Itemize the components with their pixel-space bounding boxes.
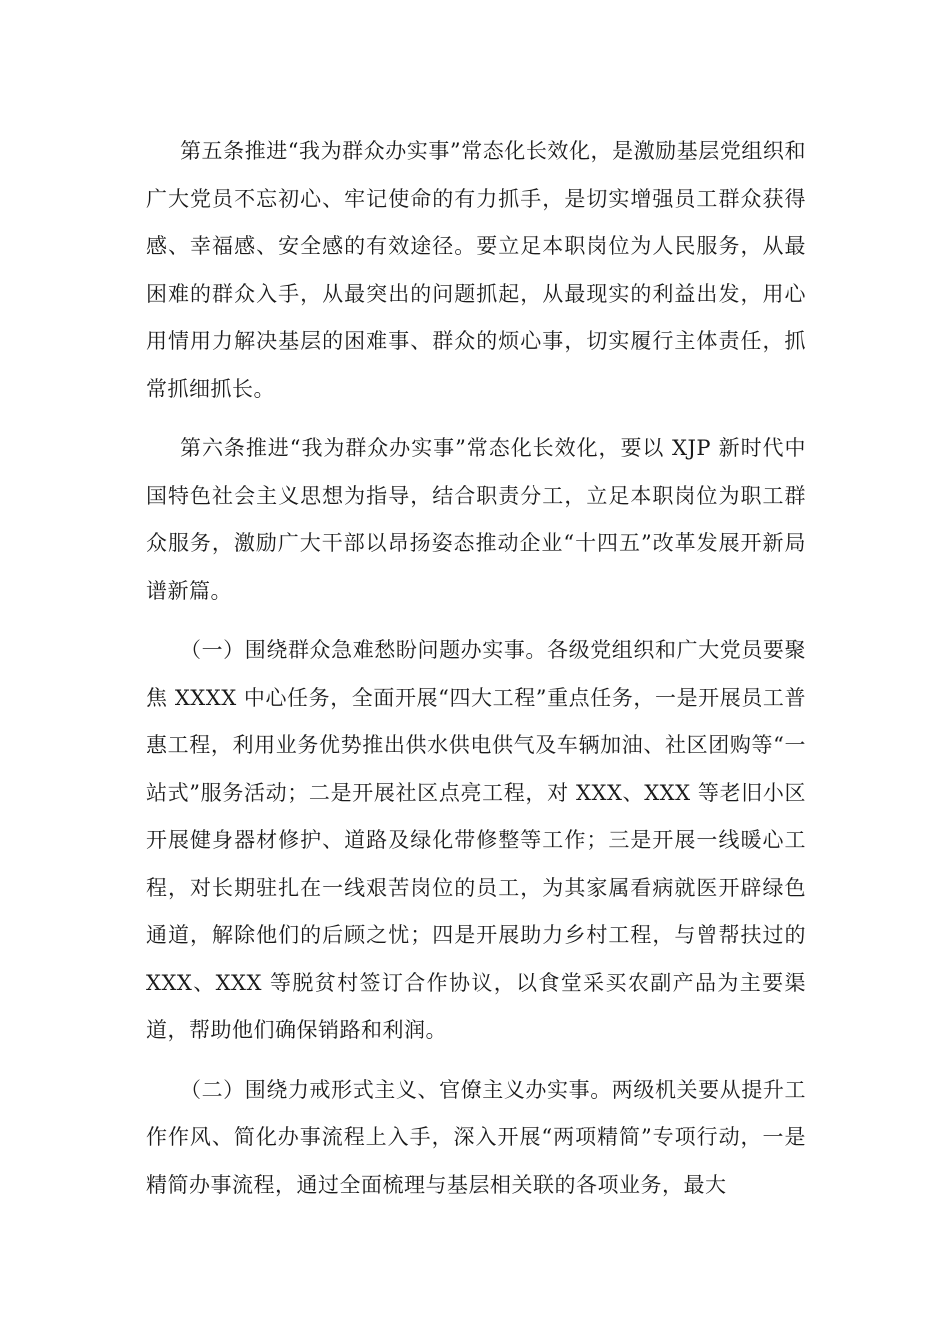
document-body [146, 128, 806, 1209]
paragraph-item-1: （一）围绕群众急难愁盼问题办实事。各级党组织和广大党员要聚焦 XXXX 中心任务，全面开展“四大工程”重点任务，一是开展员工普惠工程，利用业务优势推出供水供电供气及车辆加油、社区团购等“一站式”服务活动；二是开展社区点亮工程，对 XXX、XXX 等老旧小区开展健身器材修护、道路及绿化带修整等工作；三是开展一线暖心工程，对长期驻扎在一线艰苦岗位的员工，为其家属看病就医开辟绿色通道，解除他们的后顾之忧；四是开展助力乡村工程，与曾帮扶过的 XXX、XXX 等脱贫村签订合作协议，以食堂采买农副产品为主要渠道，帮助他们确保销路和利润。 [146, 638, 806, 1042]
paragraph-article-6: 第六条推进“我为群众办实事”常态化长效化，要以 XJP 新时代中国特色社会主义思想为指导，结合职责分工，立足本职岗位为职工群众服务，激励广大干部以昂扬姿态推动企业“十四五”改革发展开新局谱新篇。 [146, 436, 806, 603]
paragraph-article-5: 第五条推进“我为群众办实事”常态化长效化，是激励基层党组织和广大党员不忘初心、牢记使命的有力抓手，是切实增强员工群众获得感、幸福感、安全感的有效途径。要立足本职岗位为人民服务，从最困难的群众入手，从最突出的问题抓起，从最现实的利益出发，用心用情用力解决基层的困难事、群众的烦心事，切实履行主体责任，抓常抓细抓长。 [146, 139, 806, 401]
paragraph-item-2: （二）围绕力戒形式主义、官僚主义办实事。两级机关要从提升工作作风、简化办事流程上入手，深入开展“两项精简”专项行动，一是精简办事流程，通过全面梳理与基层相关联的各项业务，最大 [146, 1077, 806, 1197]
